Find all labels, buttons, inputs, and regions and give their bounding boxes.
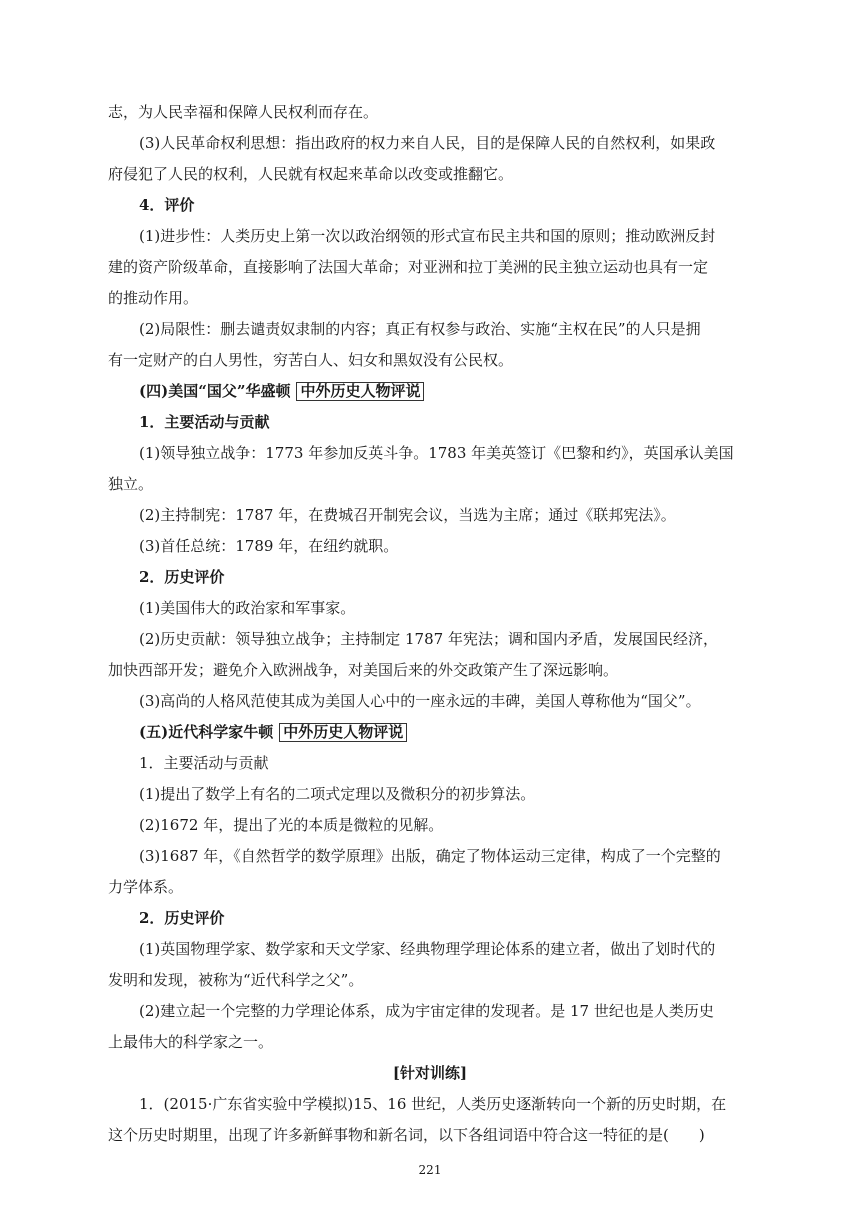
- text-line: 建的资产阶级革命，直接影响了法国大革命；对亚洲和拉丁美洲的民主独立运动也具有一定: [108, 258, 709, 276]
- text-line: 有一定财产的白人男性，穷苦白人、妇女和黑奴没有公民权。: [108, 351, 514, 369]
- text-line: 发明和发现，被称为“近代科学之父”。: [108, 971, 364, 989]
- text-line: (1)进步性：人类历史上第一次以政治纲领的形式宣布民主共和国的原则；推动欧洲反封: [139, 227, 716, 245]
- topic-tag: 中外历史人物评说: [279, 723, 407, 742]
- sub-heading: 2．历史评价: [139, 568, 225, 586]
- text-line: (3)1687 年，《自然哲学的数学原理》出版，确定了物体运动三定律，构成了一个完整的: [139, 847, 721, 865]
- exercise-heading: [针对训练]: [392, 1064, 468, 1082]
- topic-tag: 中外历史人物评说: [296, 382, 424, 401]
- text-line: (2)建立起一个完整的力学理论体系，成为宇宙定律的发现者。是 17 世纪也是人类历史: [139, 1002, 714, 1020]
- text-line: 力学体系。: [108, 878, 184, 896]
- text-line: 府侵犯了人民的权利，人民就有权起来革命以改变或推翻它。: [108, 165, 514, 183]
- sub-heading: 1．主要活动与贡献: [139, 754, 269, 772]
- text-line: 上最伟大的科学家之一。: [108, 1033, 274, 1051]
- section-heading: [139, 722, 748, 742]
- section-heading: [139, 381, 748, 401]
- text-line: 加快西部开发；避免介入欧洲战争，对美国后来的外交政策产生了深远影响。: [108, 661, 619, 679]
- heading-text: (五)近代科学家牛顿: [139, 723, 274, 741]
- question-line: 这个历史时期里，出现了许多新鲜事物和新名词，以下各组词语中符合这一特征的是( ): [108, 1126, 705, 1144]
- text-line: (1)美国伟大的政治家和军事家。: [139, 599, 356, 617]
- page-number: 221: [418, 1163, 442, 1177]
- text-line: (3)高尚的人格风范使其成为美国人心中的一座永远的丰碑，美国人尊称他为“国父”。: [139, 692, 701, 710]
- text-line: (1)提出了数学上有名的二项式定理以及微积分的初步算法。: [139, 785, 536, 803]
- heading-text: (四)美国“国父”华盛顿: [139, 382, 291, 400]
- text-line: (2)主持制宪：1787 年，在费城召开制宪会议，当选为主席；通过《联邦宪法》。: [139, 506, 676, 524]
- text-line: (3)人民革命权利思想：指出政府的权力来自人民，目的是保障人民的自然权利，如果政: [139, 134, 716, 152]
- sub-heading: 1．主要活动与贡献: [139, 413, 270, 431]
- text-line: (3)首任总统：1789 年，在纽约就职。: [139, 537, 399, 555]
- text-line: (2)局限性：删去谴责奴隶制的内容；真正有权参与政治、实施“主权在民”的人只是拥: [139, 320, 701, 338]
- text-line: 独立。: [108, 475, 154, 493]
- text-line: 的推动作用。: [108, 289, 199, 307]
- section-heading: 4．评价: [139, 196, 195, 214]
- text-line: (1)英国物理学家、数学家和天文学家、经典物理学理论体系的建立者，做出了划时代的: [139, 940, 716, 958]
- sub-heading: 2．历史评价: [139, 909, 225, 927]
- text-line: (2)1672 年，提出了光的本质是微粒的见解。: [139, 816, 444, 834]
- question-line: 1．(2015·广东省实验中学模拟)15、16 世纪，人类历史逐渐转向一个新的历史时期，在: [139, 1095, 727, 1113]
- text-line: 志，为人民幸福和保障人民权利而存在。: [108, 103, 379, 121]
- text-line: (1)领导独立战争：1773 年参加反英斗争。1783 年美英签订《巴黎和约》，英国承认美国: [139, 444, 734, 462]
- text-line: (2)历史贡献：领导独立战争；主持制定 1787 年宪法；调和国内矛盾，发展国民经济，: [139, 630, 718, 648]
